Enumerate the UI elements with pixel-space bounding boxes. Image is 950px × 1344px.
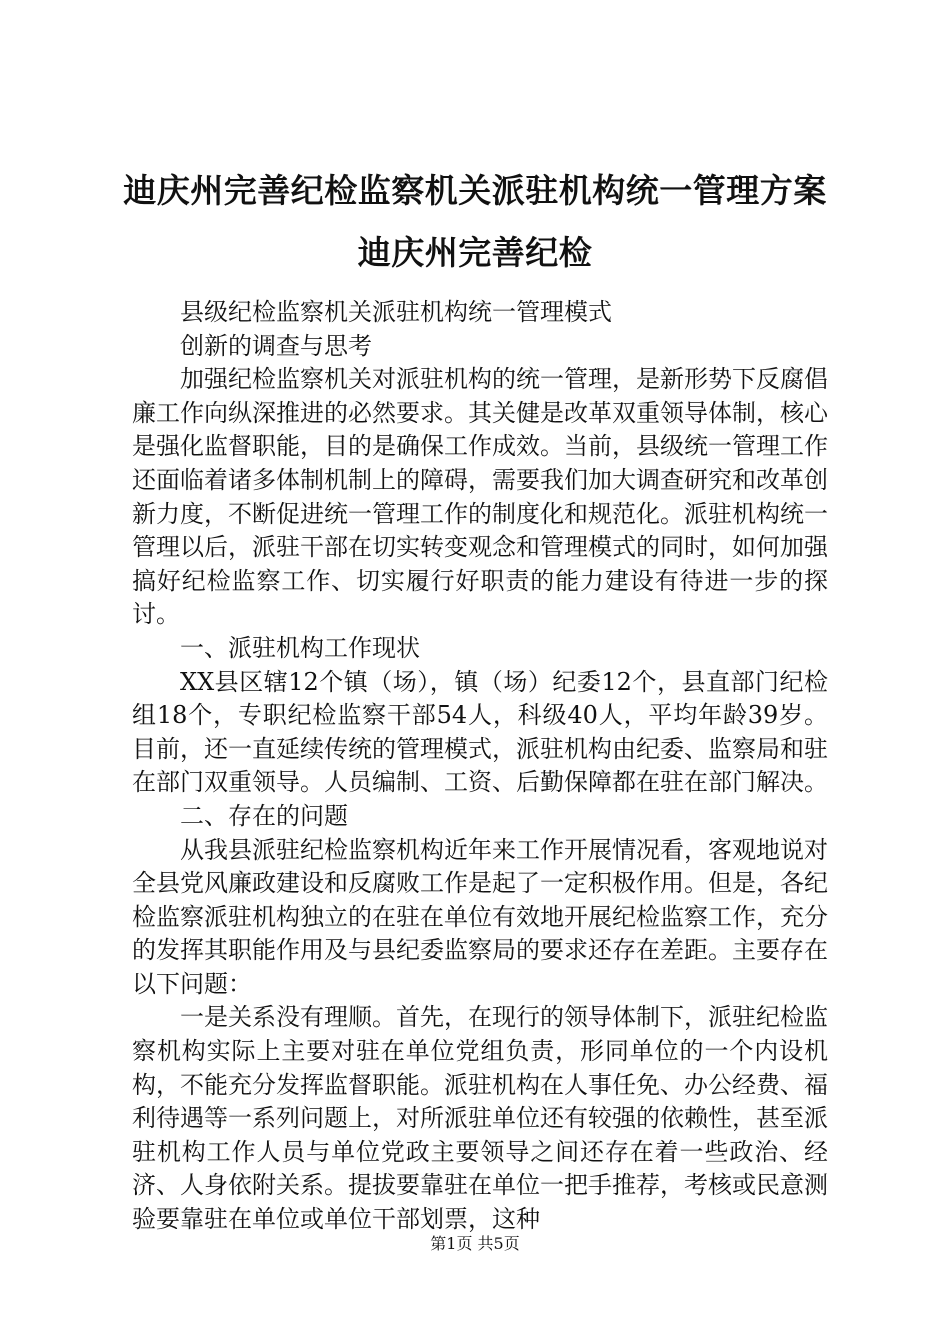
paragraph-problems: 从我县派驻纪检监察机构近年来工作开展情况看，客观地说对全县党风廉政建设和反腐败工作是起了一定积极作用。但是，各纪检监察派驻机构独立的在驻在单位有效地开展纪检监察工作，充分的发挥其职能作用及与县纪委监察局的要求还存在差距。主要存在以下问题：	[132, 835, 828, 998]
document-body	[132, 296, 828, 1237]
page-number-footer: 第1页 共5页	[430, 1234, 520, 1253]
paragraph-status: XX县区辖12个镇（场），镇（场）纪委12个，县直部门纪检组18个，专职纪检监察干部54人，科级40人，平均年龄39岁。目前，还一直延续传统的管理模式，派驻机构由纪委、监察局和驻在部门双重领导。人员编制、工资、后勤保障都在驻在部门解决。	[132, 667, 828, 797]
subtitle-line-1: 县级纪检监察机关派驻机构统一管理模式	[180, 298, 612, 326]
document-title: 迪庆州完善纪检监察机关派驻机构统一管理方案迪庆州完善纪检	[123, 171, 827, 272]
paragraph-intro: 加强纪检监察机关对派驻机构的统一管理，是新形势下反腐倡廉工作向纵深推进的必然要求。其关健是改革双重领导体制，核心是强化监督职能，目的是确保工作成效。当前，县级统一管理工作还面临着诸多体制机制上的障碍，需要我们加大调查研究和改革创新力度，不断促进统一管理工作的制度化和规范化。派驻机构统一管理以后，派驻干部在切实转变观念和管理模式的同时，如何加强搞好纪检监察工作、切实履行好职责的能力建设有待进一步的探讨。	[132, 365, 828, 629]
paragraph-problem-one: 一是关系没有理顺。首先，在现行的领导体制下，派驻纪检监察机构实际上主要对驻在单位党组负责，形同单位的一个内设机构，不能充分发挥监督职能。派驻机构在人事任免、办公经费、福利待遇等一系列问题上，对所派驻单位还有较强的依赖性，甚至派驻机构工作人员与单位党政主要领导之间还存在着一些政治、经济、人身依附关系。提拔要靠驻在单位一把手推荐，考核或民意测验要靠驻在单位或单位干部划票，这种	[132, 1003, 828, 1234]
section-heading-1: 一、派驻机构工作现状	[180, 633, 420, 662]
subtitle-line-2: 创新的调查与思考	[180, 331, 372, 360]
section-heading-2: 二、存在的问题	[180, 801, 348, 830]
